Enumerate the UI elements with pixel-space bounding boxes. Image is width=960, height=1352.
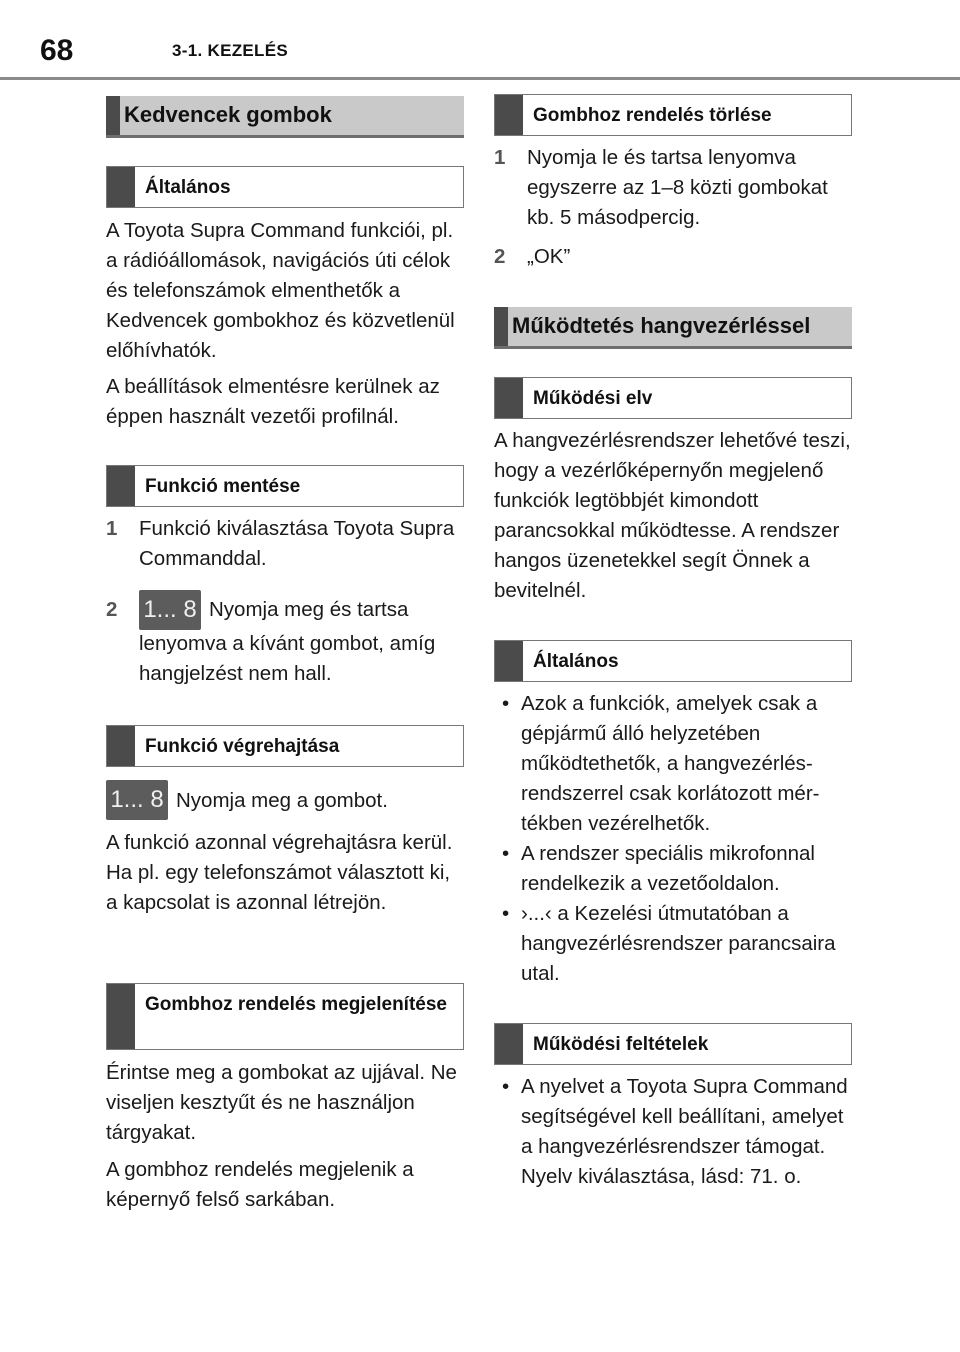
intro-paragraph: A Toyota Supra Command funkciói, pl. a rádióállomások, navigációs úti célok és telefonszámok elmenthetők a Kedvencek gombokhoz és közvetlenül előhívhatók. — [106, 219, 455, 362]
list-item-text: A rendszer speciális mikrofonnal rendelkezik a vezetőoldalon. — [521, 842, 815, 895]
execute-paragraph: A funkció azonnal végrehajtásra kerül. Ha pl. egy telefonszámot választott ki, a kapcsolat is azonnal létrejön. — [106, 831, 453, 914]
bullet: • — [502, 692, 510, 715]
subheading-text: Gombhoz rendelés megjelenítése — [145, 994, 447, 1015]
step-number: 1 — [494, 146, 506, 169]
principle-paragraph: A hangvezérlésrendszer lehetővé teszi, hogy a vezérlőképernyőn megjelenő funkciók legtöbbjét kimondott parancsokkal működtesse. A rendszer hangos üzenetekkel segít Önnek a bevitelnél. — [494, 429, 851, 602]
settings-paragraph: A beállítások elmentésre kerülnek az éppen használt vezetői profilnál. — [106, 375, 440, 428]
subheading-save-function — [106, 465, 464, 507]
step-number: 1 — [106, 517, 118, 540]
execute-text: Nyomja meg a gombot. — [176, 789, 388, 812]
heading-favorite-buttons — [106, 96, 464, 138]
display-paragraph: A gombhoz rendelés megjelenik a képernyő felső sarkában. — [106, 1158, 414, 1211]
subheading-text: Funkció végrehajtása — [145, 736, 340, 757]
bullet: • — [502, 1075, 510, 1098]
page-number: 68 — [40, 34, 74, 67]
step-text: lenyomva a kívánt gombot, amíg hangjelzést nem hall. — [139, 632, 436, 685]
subheading-display-assignment — [106, 983, 464, 1050]
step-number: 2 — [494, 245, 506, 268]
list-item-text: A nyelvet a Toyota Supra Command segítségével kell beállítani, amelyet a hangvezérlésrendszer támogat. Nyelv kiválasztása, lásd: 71. o. — [521, 1075, 848, 1188]
bullet: • — [502, 842, 510, 865]
subheading-text: Működési feltételek — [533, 1034, 709, 1055]
favorite-button-icon: 1... 8 — [139, 590, 201, 630]
subheading-text: Gombhoz rendelés törlése — [533, 105, 772, 126]
section-label: 3-1. KEZELÉS — [172, 41, 289, 60]
step-number: 2 — [106, 598, 118, 621]
subheading-text: Funkció mentése — [145, 476, 301, 497]
heading-voice-control — [494, 307, 852, 349]
subheading-text: Általános — [145, 177, 231, 198]
subheading-general — [106, 166, 464, 208]
subheading-principle — [494, 377, 852, 419]
list-item-text: Azok a funkciók, amelyek csak a gépjármű álló helyzetében működtethetők, a hangvezérlésrendszerrel csak korlátozott mértékben vezérelhetők. — [521, 692, 820, 835]
bullet: • — [502, 902, 510, 925]
step-text: Funkció kiválasztása Toyota Supra Commanddal. — [139, 517, 455, 570]
header-rule — [0, 77, 960, 80]
subheading-text: Működési elv — [533, 388, 653, 409]
favorite-button-icon: 1... 8 — [106, 780, 168, 820]
subheading-general — [494, 640, 852, 682]
subheading-text: Általános — [533, 651, 619, 672]
step-text: Nyomja meg és tartsa — [209, 598, 409, 621]
subheading-delete-assignment — [494, 94, 852, 136]
touch-paragraph: Érintse meg a gombokat az ujjával. Ne viseljen kesztyűt és ne használjon tárgyakat. — [106, 1061, 457, 1144]
subheading-execute-function — [106, 725, 464, 767]
heading-text: Működtetés hangvezérléssel — [512, 313, 811, 338]
step-text: „OK” — [527, 245, 571, 268]
heading-text: Kedvencek gombok — [124, 102, 332, 127]
subheading-conditions — [494, 1023, 852, 1065]
step-text: Nyomja le és tartsa lenyomva egyszerre az 1–8 közti gombokat kb. 5 másodpercig. — [527, 146, 828, 229]
list-item-text: ›...‹ a Kezelési útmutatóban a hangvezérlésrendszer parancsaira utal. — [521, 902, 836, 985]
